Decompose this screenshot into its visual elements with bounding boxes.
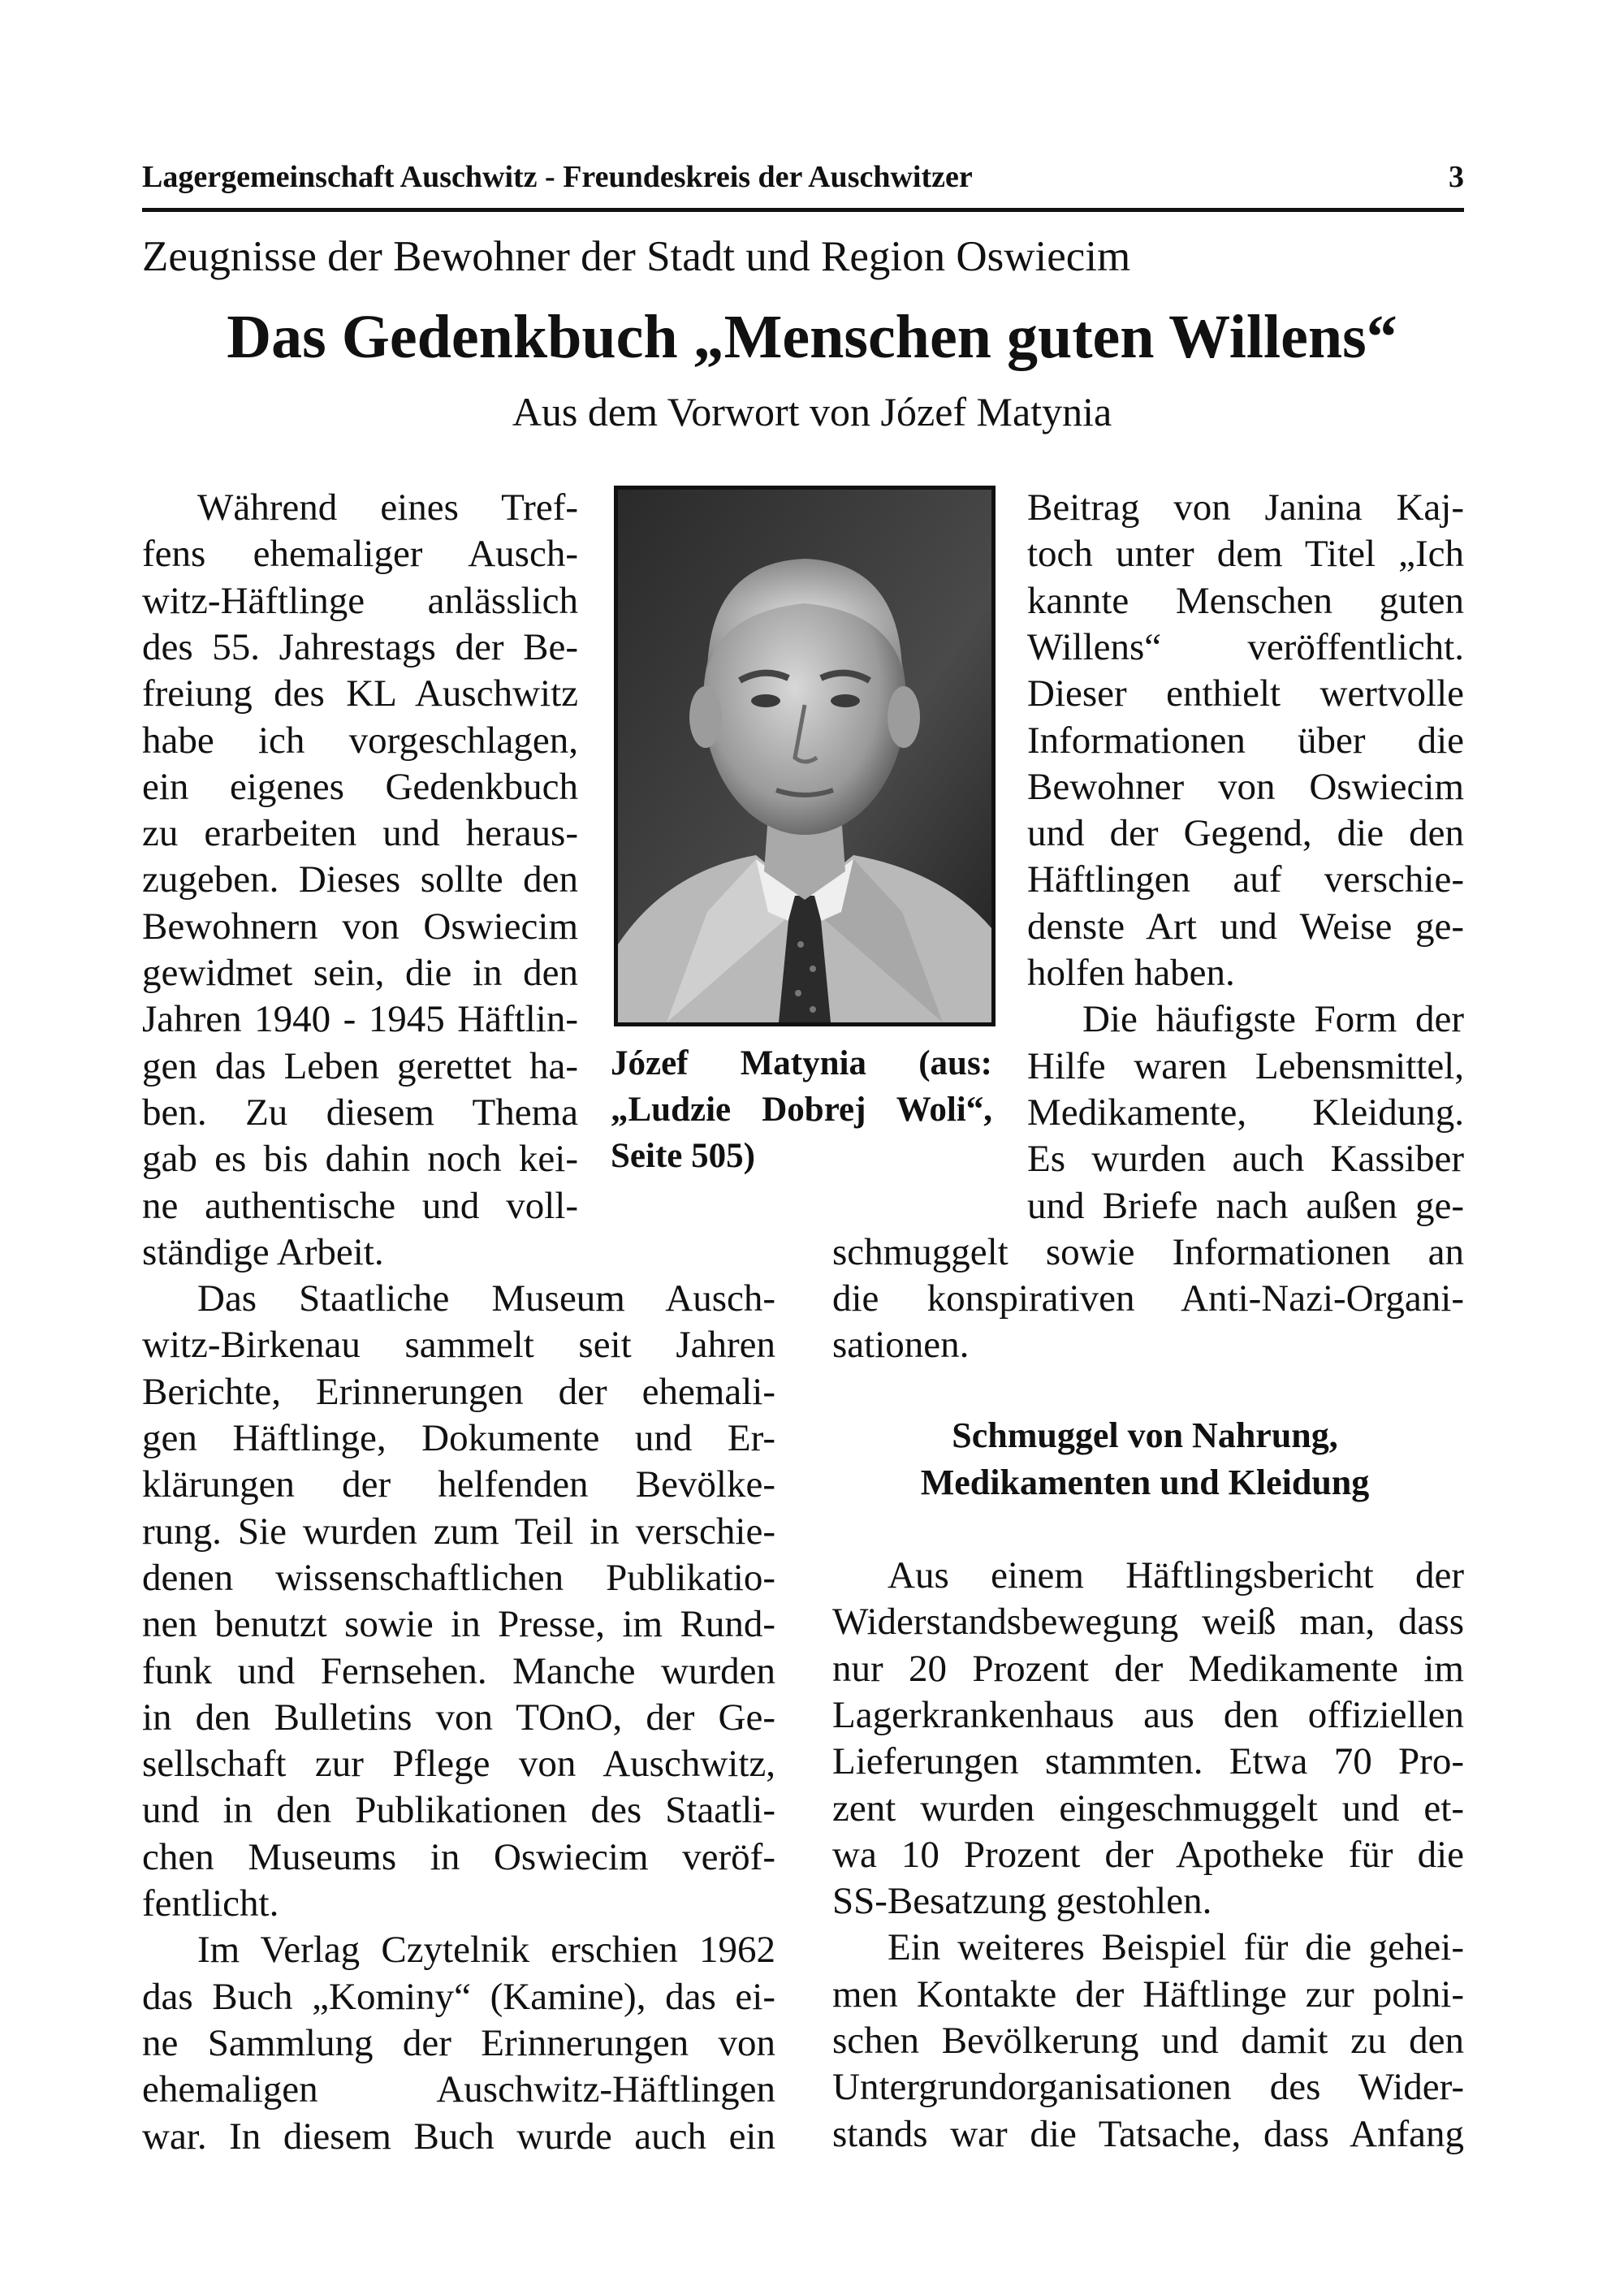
text-line: Hilfe waren Lebensmittel, (1027, 1044, 1464, 1087)
text-line: ehemaligen Auschwitz-Häftlingen (142, 2068, 775, 2111)
text-line: ein eigenes Gedenkbuch (142, 765, 578, 808)
text-line: nen benutzt sowie in Presse, im Rund- (142, 1603, 775, 1646)
text-line: Ein weiteres Beispiel für die gehei- (888, 1926, 1464, 1969)
text-line: Willens“ veröffentlicht. (1027, 625, 1464, 668)
text-line: die konspirativen Anti-Nazi-Organi- (832, 1277, 1464, 1320)
text-line: gab es bis dahin noch kei- (142, 1138, 578, 1181)
text-line: Im Verlag Czytelnik erschien 1962 (197, 1929, 775, 1972)
text-line: toch unter dem Titel „Ich (1027, 533, 1464, 576)
text-line: rung. Sie wurden zum Teil in verschie- (142, 1510, 775, 1553)
caption-line: „Ludzie Dobrej Woli“, (611, 1091, 992, 1129)
text-line: Informationen über die (1027, 719, 1464, 762)
text-line: Es wurden auch Kassiber (1027, 1138, 1464, 1181)
text-line: des 55. Jahrestags der Be- (142, 625, 578, 668)
text-line: funk und Fernsehen. Manche wurden (142, 1649, 775, 1692)
text-line: gen das Leben gerettet ha- (142, 1044, 578, 1087)
text-line: und in den Publikationen des Staatli- (142, 1789, 775, 1832)
text-line: ne Sammlung der Erinnerungen von (142, 2021, 775, 2064)
text-line: stands war die Tatsache, dass Anfang (832, 2112, 1464, 2155)
text-line: Jahren 1940 - 1945 Häftlin- (142, 998, 578, 1041)
text-line: das Buch „Kominy“ (Kamine), das ei- (142, 1975, 775, 2018)
text-line: Lagerkrankenhaus aus den offiziellen (832, 1693, 1464, 1736)
text-line: Häftlingen auf verschie- (1027, 858, 1464, 901)
text-line: fens ehemaliger Ausch- (142, 533, 578, 576)
text-line: sellschaft zur Pflege von Auschwitz, (142, 1743, 775, 1786)
text-line: sationen. (832, 1324, 970, 1367)
text-line: denste Art und Weise ge- (1027, 905, 1464, 948)
text-line: freiung des KL Auschwitz (142, 672, 578, 715)
text-line: und der Gegend, die den (1027, 812, 1464, 855)
text-line: gewidmet sein, die in den (142, 952, 578, 994)
text-line: Bewohner von Oswiecim (1027, 765, 1464, 808)
text-line: Bewohnern von Oswiecim (142, 905, 578, 948)
section-heading: Medikamenten und Kleidung (920, 1463, 1370, 1502)
text-line: nur 20 Prozent der Medikamente im (832, 1647, 1464, 1690)
text-line: men Kontakte der Häftlinge zur polni- (832, 1972, 1464, 2016)
caption-line: Józef Matynia (aus: (611, 1044, 992, 1082)
text-line: denen wissenschaftlichen Publikatio- (142, 1556, 775, 1599)
text-line: ben. Zu diesem Thema (142, 1091, 578, 1134)
text-line: gen Häftlinge, Dokumente und Er- (142, 1417, 775, 1459)
text-line: zent wurden eingeschmuggelt und et- (832, 1787, 1464, 1830)
text-line: schen Bevölkerung und damit zu den (832, 2020, 1464, 2062)
text-line: kannte Menschen guten (1027, 579, 1464, 622)
text-line: war. In diesem Buch wurde auch ein (142, 2115, 775, 2158)
article-subtitle: Aus dem Vorwort von Józef Matynia (512, 389, 1112, 434)
text-line: Medikamente, Kleidung. (1027, 1091, 1464, 1134)
text-line: SS-Besatzung gestohlen. (832, 1880, 1212, 1923)
text-line: ne authentische und voll- (142, 1184, 578, 1227)
header-title: Lagergemeinschaft Auschwitz - Freundeskreis der Auschwitzer (142, 160, 973, 194)
text-line: zu erarbeiten und heraus- (142, 812, 578, 855)
text-line: habe ich vorgeschlagen, (142, 719, 578, 762)
text-line: chen Museums in Oswiecim veröf- (142, 1835, 775, 1878)
text-line: und Briefe nach außen ge- (1027, 1184, 1464, 1227)
text-line: Dieser enthielt wertvolle (1027, 672, 1464, 715)
page-number: 3 (1449, 160, 1464, 194)
text-line: Während eines Tref- (197, 486, 578, 529)
section-heading: Schmuggel von Nahrung, (952, 1415, 1338, 1455)
text-line: schmuggelt sowie Informationen an (832, 1230, 1464, 1273)
text-line: in den Bulletins von TOnO, der Ge- (142, 1696, 775, 1739)
text-line: Lieferungen stammten. Etwa 70 Pro- (832, 1740, 1464, 1783)
article-kicker: Zeugnisse der Bewohner der Stadt und Region Oswiecim (142, 233, 1131, 280)
text-line: witz-Birkenau sammelt seit Jahren (142, 1324, 775, 1367)
text-line: wa 10 Prozent der Apotheke für die (832, 1833, 1464, 1876)
article-headline: Das Gedenkbuch „Menschen guten Willens“ (227, 303, 1397, 371)
text-line: fentlicht. (142, 1882, 279, 1925)
text-line: klärungen der helfenden Bevölke- (142, 1463, 775, 1506)
text-line: witz-Häftlinge anlässlich (142, 579, 578, 622)
text-line: Beitrag von Janina Kaj- (1027, 486, 1464, 529)
text-line: Das Staatliche Museum Ausch- (197, 1277, 775, 1320)
text-line: Aus einem Häftlingsbericht der (888, 1554, 1464, 1597)
text-line: Berichte, Erinnerungen der ehemali- (142, 1370, 775, 1413)
text-line: Untergrundorganisationen des Wider- (832, 2066, 1464, 2109)
text-line: zugeben. Dieses sollte den (142, 858, 578, 901)
text-line: Die häufigste Form der (1082, 998, 1464, 1041)
text-line: ständige Arbeit. (142, 1230, 384, 1273)
text-line: Widerstandsbewegung weiß man, dass (832, 1601, 1464, 1644)
text-line: holfen haben. (1027, 952, 1235, 994)
caption-line: Seite 505) (611, 1137, 755, 1175)
